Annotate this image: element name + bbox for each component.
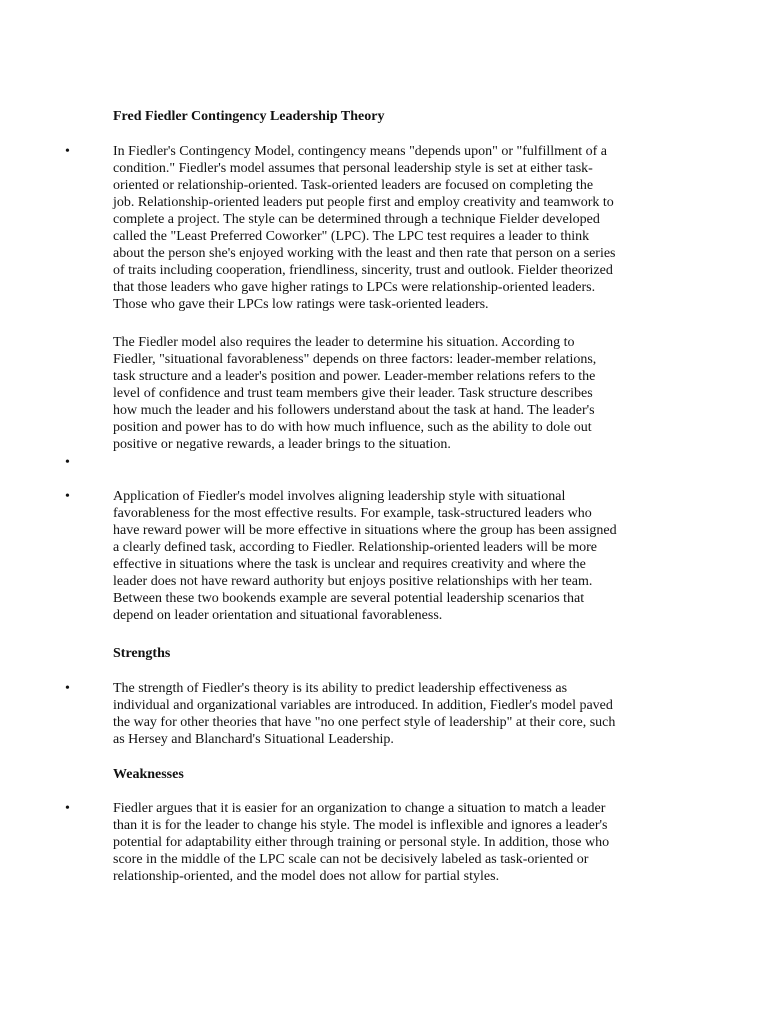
text-line: as Hersey and Blanchard's Situational Leadership.	[113, 732, 394, 747]
paragraph-weaknesses	[113, 800, 673, 885]
text-line: complete a project. The style can be determined through a technique Fielder developed	[113, 212, 600, 227]
text-line: score in the middle of the LPC scale can not be decisively labeled as task-oriented or	[113, 852, 589, 867]
text-line: oriented or relationship-oriented. Task-oriented leaders are focused on completing the	[113, 178, 594, 193]
text-line: the way for other theories that have "no one perfect style of leadership" at their core, such	[113, 715, 616, 730]
paragraph-situation	[113, 334, 673, 453]
text-line: The Fiedler model also requires the leader to determine his situation. According to	[113, 335, 575, 350]
text-line: potential for adaptability either through training or personal style. In addition, those who	[113, 835, 610, 850]
text-line: individual and organizational variables are introduced. In addition, Fiedler's model paved	[113, 698, 613, 713]
text-line: condition." Fiedler's model assumes that personal leadership style is set at either task-	[113, 161, 593, 176]
paragraph-contingency-model	[113, 143, 673, 313]
text-line: have reward power will be more effective in situations where the group has been assigned	[113, 523, 617, 538]
bullet-marker: •	[65, 681, 70, 696]
weaknesses-heading: Weaknesses	[113, 767, 184, 782]
text-line: a clearly defined task, according to Fiedler. Relationship-oriented leaders will be more	[113, 540, 597, 555]
text-line: that those leaders who gave higher ratings to LPCs were relationship-oriented leaders.	[113, 280, 596, 295]
text-line: Application of Fiedler's model involves aligning leadership style with situational	[113, 489, 566, 504]
text-line: relationship-oriented, and the model does not allow for partial styles.	[113, 869, 500, 884]
document-title: Fred Fiedler Contingency Leadership Theory	[113, 109, 385, 124]
text-line: effective in situations where the task is unclear and requires creativity and where the	[113, 557, 586, 572]
text-line: called the "Least Preferred Coworker" (LPC). The LPC test requires a leader to think	[113, 229, 590, 244]
text-line: Those who gave their LPCs low ratings were task-oriented leaders.	[113, 297, 489, 312]
text-line: than it is for the leader to change his style. The model is inflexible and ignores a leader's	[113, 818, 608, 833]
paragraph-application	[113, 488, 673, 624]
text-line: positive or negative rewards, a leader brings to the situation.	[113, 437, 451, 452]
bullet-marker: •	[65, 455, 70, 470]
text-line: level of confidence and trust team members give their leader. Task structure describes	[113, 386, 593, 401]
text-line: favorableness for the most effective results. For example, task-structured leaders who	[113, 506, 592, 521]
text-line: Fiedler argues that it is easier for an organization to change a situation to match a leader	[113, 801, 606, 816]
strengths-heading: Strengths	[113, 646, 171, 661]
bullet-marker: •	[65, 144, 70, 159]
text-line: task structure and a leader's position and power. Leader-member relations refers to the	[113, 369, 596, 384]
text-line: Between these two bookends example are several potential leadership scenarios that	[113, 591, 585, 606]
bullet-marker: •	[65, 489, 70, 504]
bullet-marker: •	[65, 801, 70, 816]
text-line: In Fiedler's Contingency Model, contingency means "depends upon" or "fulfillment of a	[113, 144, 608, 159]
text-line: job. Relationship-oriented leaders put people first and employ creativity and teamwork to	[113, 195, 614, 210]
text-line: leader does not have reward authority but enjoys positive relationships with her team.	[113, 574, 593, 589]
text-line: depend on leader orientation and situational favorableness.	[113, 608, 443, 623]
text-line: position and power has to do with how much influence, such as the ability to dole out	[113, 420, 592, 435]
text-line: of traits including cooperation, friendliness, sincerity, trust and outlook. Fielder theorized	[113, 263, 613, 278]
text-line: about the person she's enjoyed working with the least and then rate that person on a series	[113, 246, 616, 261]
text-line: Fiedler, "situational favorableness" depends on three factors: leader-member relations,	[113, 352, 597, 367]
text-line: how much the leader and his followers understand about the task at hand. The leader's	[113, 403, 595, 418]
text-line: The strength of Fiedler's theory is its ability to predict leadership effectiveness as	[113, 681, 568, 696]
paragraph-strengths	[113, 680, 673, 748]
